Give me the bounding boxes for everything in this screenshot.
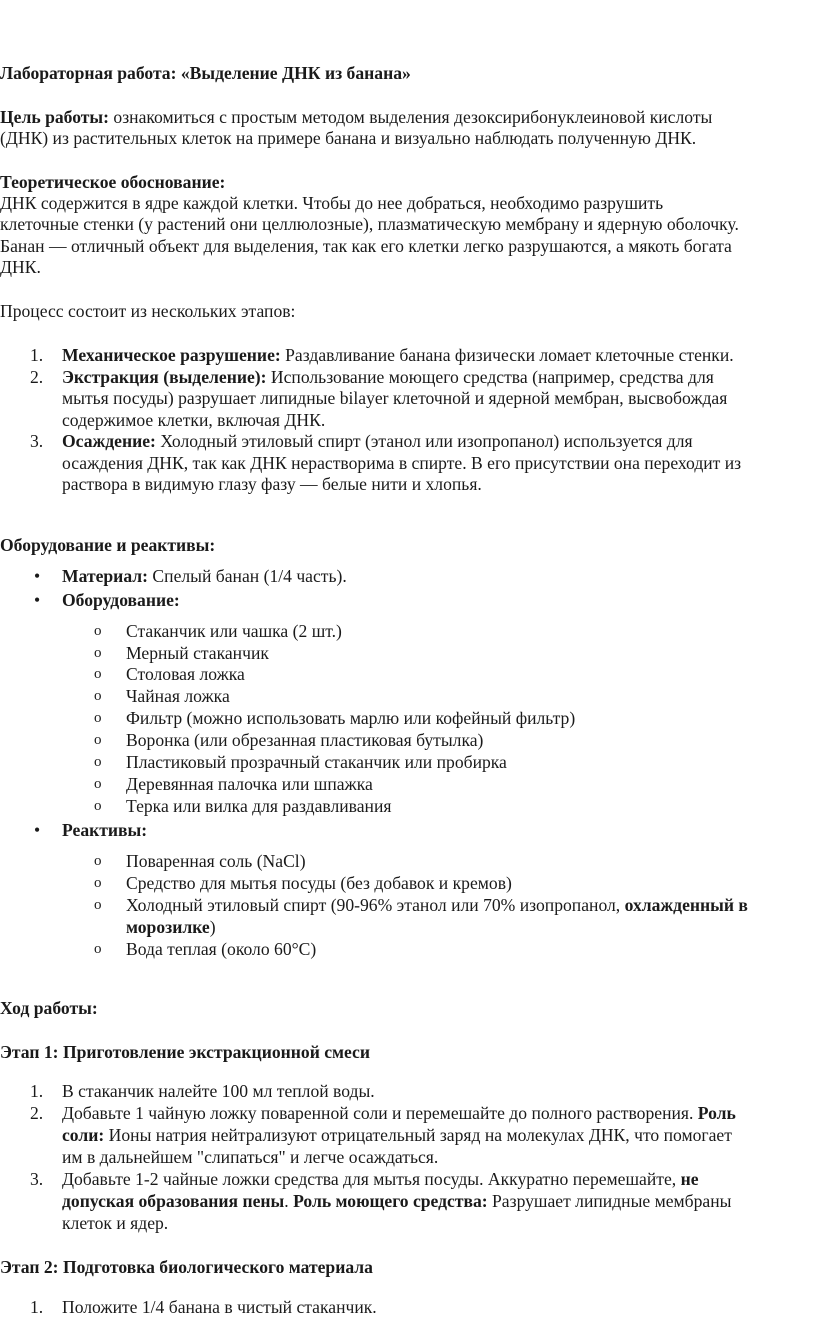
stage-1-step-3-line-3: клеток и ядер.	[62, 1213, 169, 1233]
stage-1-step-2-line-3: им в дальнейшем "слипаться" и легче осаждаться.	[62, 1147, 439, 1167]
process-step-2-line-3: содержимое клетки, включая ДНК.	[62, 410, 326, 430]
bullet: •	[34, 820, 41, 840]
stage-1-step-3-line-2: допуская образования пены. Роль моющего средства: Разрушает липидные мембраны	[62, 1191, 732, 1211]
theory-line-3: Банан — отличный объект для выделения, так как его клетки легко разрушаются, а мякоть богата	[0, 236, 732, 256]
list-number: 2.	[30, 367, 44, 387]
stage-1-step-2-line-2: соли: Ионы натрия нейтрализуют отрицательный заряд на молекулах ДНК, что помогает	[62, 1125, 732, 1145]
bullet: •	[34, 566, 41, 586]
process-step-2-line-2: мытья посуды) разрушает липидные bilayer клеточной и ядерной мембран, высвобождая	[62, 388, 728, 408]
goal-label: Цель работы:	[0, 107, 110, 127]
list-number: 1.	[30, 345, 44, 365]
theory-line-4: ДНК.	[0, 257, 41, 277]
equipment-heading: Оборудование и реактивы:	[0, 535, 216, 555]
list-number: 3.	[30, 431, 44, 451]
theory-line-1: ДНК содержится в ядре каждой клетки. Чтобы до нее добраться, необходимо разрушить	[0, 193, 664, 213]
process-step-3-line-2: осаждения ДНК, так как ДНК нерастворима в спирте. В его присутствии она переходит из	[62, 453, 742, 473]
document-title: Лабораторная работа: «Выделение ДНК из банана»	[0, 63, 411, 83]
procedure-heading: Ход работы:	[0, 998, 98, 1018]
process-intro: Процесс состоит из нескольких этапов:	[0, 301, 296, 321]
stage-1-heading: Этап 1: Приготовление экстракционной смеси	[0, 1042, 370, 1062]
process-step-3-line-3: раствора в видимую глазу фазу — белые нити и хлопья.	[62, 474, 482, 494]
goal-line-2: (ДНК) из растительных клеток на примере банана и визуально наблюдать полученную ДНК.	[0, 128, 697, 148]
theory-line-2: клеточные стенки (у растений они целлюлозные), плазматическую мембрану и ядерную оболочку.	[0, 214, 739, 234]
theory-heading: Теоретическое обоснование:	[0, 172, 226, 192]
bullet: •	[34, 590, 41, 610]
stage-2-heading: Этап 2: Подготовка биологического материала	[0, 1257, 373, 1277]
goal-line-1: Цель работы: ознакомиться с простым методом выделения дезоксирибонуклеиновой кислоты	[0, 107, 713, 127]
